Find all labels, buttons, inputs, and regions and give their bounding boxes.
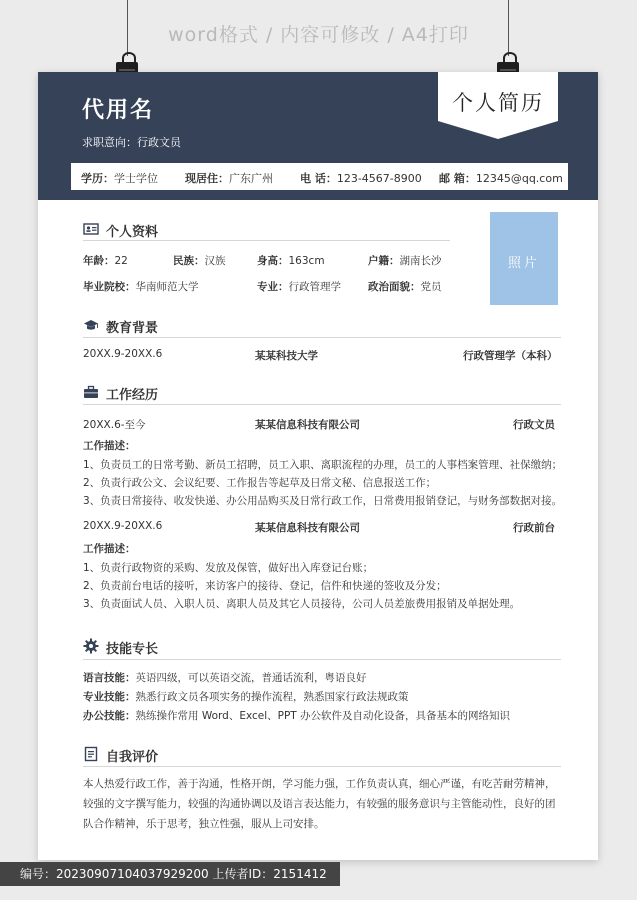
resume-header	[38, 72, 598, 200]
contact-info-bar	[71, 163, 568, 190]
political-value: 党员	[420, 281, 442, 293]
residence-info	[185, 170, 273, 186]
photo-placeholder[interactable]	[490, 212, 558, 305]
education-info	[81, 170, 158, 186]
major-label: 专业：	[257, 281, 289, 293]
phone-label: 电 话：	[300, 172, 337, 185]
office-skill	[83, 708, 510, 723]
section-divider	[83, 659, 561, 660]
phone-info	[300, 170, 422, 186]
residence-label: 现居住：	[185, 172, 229, 185]
briefcase-icon	[83, 384, 99, 400]
job-1-duty-3: 3、负责日常接待、收发快递、办公用品购买及日常行政工作，日常费用报销登记，与财务部数据对接。	[83, 495, 563, 507]
job-1-desc-label: 工作描述：	[83, 440, 136, 452]
school-label: 毕业院校：	[83, 281, 136, 293]
job-1-period: 20XX.6-至今	[83, 419, 146, 431]
phone-value: 123-4567-8900	[336, 172, 422, 185]
section-title-personal: 个人资料	[106, 225, 159, 240]
ethnic-value: 汉族	[204, 255, 226, 267]
top-caption: word格式 / 内容可修改 / A4打印	[168, 24, 469, 46]
language-skill-label: 语言技能：	[83, 672, 136, 684]
hukou-field	[368, 253, 442, 268]
job-1-company: 某某信息科技有限公司	[255, 419, 360, 431]
section-title-work: 工作经历	[106, 388, 159, 403]
section-title-self-eval: 自我评价	[106, 750, 159, 765]
email-label: 邮 箱：	[439, 172, 476, 185]
job-2-desc-label: 工作描述：	[83, 543, 136, 555]
age-value: 22	[114, 255, 128, 267]
hukou-label: 户籍：	[368, 255, 400, 267]
job-1-duty-1: 1、负责员工的日常考勤、新员工招聘，员工入职、离职流程的办理，员工的人事档案管理、社保缴纳；	[83, 459, 563, 471]
office-skill-value: 熟练操作常用 Word、Excel、PPT 办公软件及自动化设备，具备基本的网络知识	[135, 710, 511, 722]
job-1-duty-2: 2、负责行政公文、会议纪要、工作报告等起草及日常文秘、信息报送工作；	[83, 477, 437, 489]
political-field	[368, 279, 442, 294]
professional-skill-value: 熟悉行政文员各项实务的操作流程，熟悉国家行政法规政策	[135, 691, 409, 703]
section-divider	[83, 337, 561, 338]
job-2-duty-3: 3、负责面试人员、入职人员、离职人员及其它人员接待，公司人员差旅费用报销及单据处理。	[83, 598, 521, 610]
id-card-icon	[83, 221, 99, 237]
job-2-company: 某某信息科技有限公司	[255, 522, 360, 534]
section-divider	[83, 766, 561, 767]
education-value: 学士学位	[114, 172, 158, 185]
height-label: 身高：	[257, 255, 289, 267]
job-1-position: 行政文员	[513, 419, 555, 431]
education-degree: 行政管理学（本科）	[463, 350, 558, 362]
job-2-duty-1: 1、负责行政物资的采购、发放及保管，做好出入库登记台账；	[83, 562, 374, 574]
job-2-period: 20XX.9-20XX.6	[83, 520, 163, 532]
school-value: 华南师范大学	[135, 281, 199, 293]
education-period: 20XX.9-20XX.6	[83, 348, 163, 360]
job-2-position: 行政前台	[513, 522, 555, 534]
section-title-skills: 技能专长	[106, 642, 159, 657]
education-label: 学历：	[81, 172, 114, 185]
self-evaluation-text: 本人热爱行政工作，善于沟通，性格开朗，学习能力强，工作负责认真，细心严谨，有吃苦耐劳精神，较强的文字撰写能力，较强的沟通协调以及语言表达能力，有较强的服务意识与主管能动性，良好的团队合作精神，乐于思考，独立性强，服从上司安排。	[83, 778, 556, 830]
language-skill-value: 英语四级，可以英语交流，普通话流利，粤语良好	[135, 672, 367, 684]
job-intent-label: 求职意向：	[82, 136, 137, 149]
school-field	[83, 279, 199, 294]
political-label: 政治面貌：	[368, 281, 421, 293]
notebook-icon	[83, 746, 99, 762]
email-info	[439, 170, 563, 186]
professional-skill-label: 专业技能：	[83, 691, 136, 703]
office-skill-label: 办公技能：	[83, 710, 136, 722]
major-field	[257, 279, 341, 294]
email-value: 12345@qq.com	[475, 172, 563, 185]
height-field	[257, 253, 325, 268]
major-value: 行政管理学	[288, 281, 341, 293]
hanging-string-right	[508, 0, 509, 56]
residence-value: 广东广州	[229, 172, 273, 185]
footer-id-bar: 编号：20230907104037929200 上传者ID：2151412	[0, 862, 340, 886]
education-school: 某某科技大学	[255, 350, 318, 362]
hanging-string-left	[127, 0, 128, 56]
section-divider	[83, 240, 450, 241]
height-value: 163cm	[288, 255, 325, 267]
section-title-education: 教育背景	[106, 321, 159, 336]
ethnic-label: 民族：	[173, 255, 205, 267]
photo-label: 照片	[507, 256, 540, 271]
age-label: 年龄：	[83, 255, 115, 267]
language-skill	[83, 670, 367, 685]
hukou-value: 湖南长沙	[399, 255, 442, 267]
job-2-duty-2: 2、负责前台电话的接听，来访客户的接待、登记，信件和快递的签收及分发；	[83, 580, 447, 592]
job-intent	[82, 134, 181, 150]
ethnic-field	[173, 253, 226, 268]
gear-icon	[83, 638, 99, 654]
document-title: 个人简历	[438, 72, 558, 121]
professional-skill	[83, 689, 409, 704]
document-title-tag	[438, 121, 558, 139]
job-intent-value: 行政文员	[137, 136, 181, 149]
resume-paper	[38, 72, 598, 860]
candidate-name: 代用名	[82, 98, 155, 123]
graduation-cap-icon	[83, 317, 99, 333]
age-field	[83, 253, 128, 268]
section-divider	[83, 404, 561, 405]
